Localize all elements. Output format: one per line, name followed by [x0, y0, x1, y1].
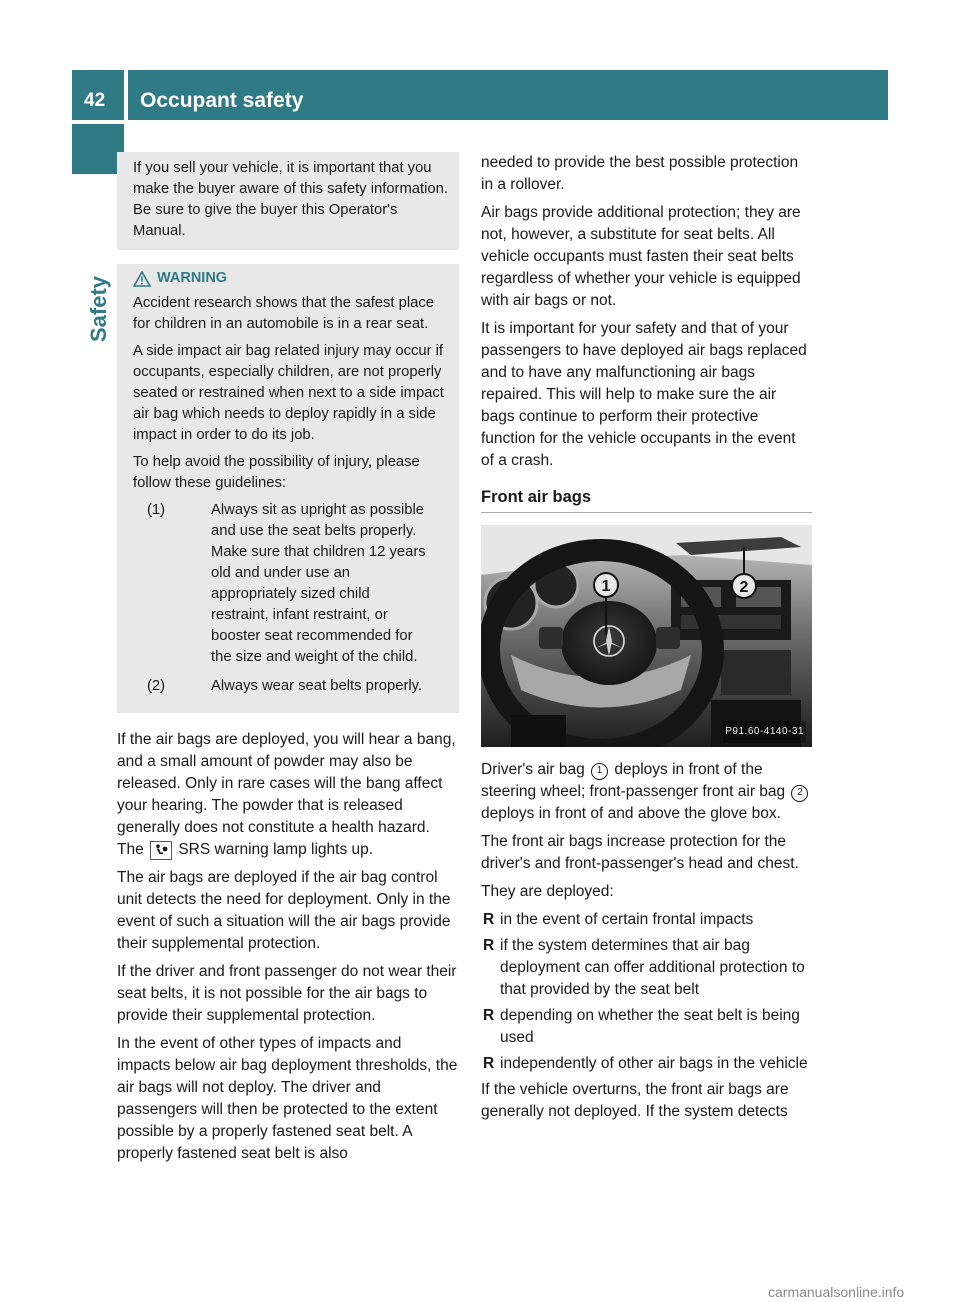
list-item: R independently of other air bags in the vehicle [483, 1055, 808, 1072]
increase-protection-paragraph: The front air bags increase protection for the driver's and front-passenger's head and chest. [481, 833, 799, 872]
guideline-item: (2) Always wear seat belts properly. [147, 678, 423, 694]
control-unit-paragraph: The air bags are deployed if the air bag control unit detects the need for deployment. Only in the event of such a situation will the air bags provide their supplemental protection. [117, 869, 451, 952]
callout-1-label: 1 [601, 578, 611, 595]
page-title: Occupant safety [128, 70, 888, 120]
deployment-paragraph: If the air bags are deployed, you will hear a bang, and a small amount of powder may also be released. Only in rare cases will the bang affect your hearing. The powder that is released generally does not constitute a health hazard. The SRS warning lamp lights up. [117, 731, 456, 858]
section-title: Front air bags [481, 486, 812, 513]
other-impacts-paragraph: In the event of other types of impacts and impacts below air bag deployment thresholds, the air bags will not deploy. The driver and passengers will then be protected to the extent possible by a properly fastened seat belt. A properly fastened seat belt is also [117, 1035, 458, 1162]
additional-protection-paragraph: Air bags provide additional protection; they are not, however, a substitute for seat belts. All vehicle occupants must fasten their seat belts regardless of whether your vehicle is equipped with air bags or not. [481, 204, 801, 309]
footer-watermark: carmanualsonline.info [768, 1284, 905, 1300]
guideline-item: (1) Always sit as upright as possible and use the seat belts properly. Make sure that children 12 years old and under use an appropriately sized child restraint, infant restraint, or booster seat recommended for the size and weight of the child. [147, 502, 426, 665]
left-column [117, 152, 459, 1171]
callout-1-marker: 1 [591, 763, 608, 780]
warning-triangle-icon [133, 271, 151, 287]
page-number: 42 [72, 70, 124, 120]
warning-p2: A side impact air bag related injury may occur if occupants, especially children, are not properly seated or restrained when next to a side impact air bag which needs to deploy rapidly in a side impact in order to do its job. [133, 343, 444, 443]
list-item: R if the system determines that air bag deployment can offer additional protection to that provided by the seat belt [483, 937, 805, 998]
no-seatbelt-paragraph: If the driver and front passenger do not wear their seat belts, it is not possible for the air bags to provide their supplemental protection. [117, 963, 457, 1024]
list-item: R depending on whether the seat belt is being used [483, 1007, 800, 1046]
page-header [72, 70, 888, 120]
callout-2-marker: 2 [791, 785, 808, 802]
image-code: P91.60-4140-31 [723, 721, 806, 743]
note-text: If you sell your vehicle, it is important that you make the buyer aware of this safety information. Be sure to give the buyer this Operator's Manual. [133, 160, 448, 239]
dashboard-airbag-image [481, 525, 812, 747]
rollover-paragraph: needed to provide the best possible protection in a rollover. [481, 154, 799, 193]
warning-p3: To help avoid the possibility of injury, please follow these guidelines: [133, 454, 420, 491]
side-tab-label: Safety [86, 275, 111, 342]
dashboard-illustration [481, 525, 812, 747]
driver-airbag-paragraph: Driver's air bag 1 deploys in front of the steering wheel; front-passenger front air bag 2 deploys in front of and above the glove box. [481, 759, 812, 825]
warning-heading: WARNING [157, 270, 228, 286]
note-box [117, 152, 459, 250]
right-column [481, 152, 812, 1129]
list-item: R in the event of certain frontal impacts [483, 911, 754, 928]
replacement-paragraph: It is important for your safety and that of your passengers to have deployed air bags replaced and to have any malfunctioning air bags repaired. This will help to make sure the air bags continue to perform their protective function for the vehicle occupants in the event of a crash. [481, 320, 807, 469]
srs-warning-lamp-icon [150, 841, 172, 860]
warning-p1: Accident research shows that the safest place for children in an automobile is in a rear seat. [133, 295, 435, 332]
warning-box [117, 264, 459, 713]
overturn-paragraph: If the vehicle overturns, the front air bags are generally not deployed. If the system detects [481, 1081, 789, 1120]
warning-header [133, 268, 451, 289]
callout-2-label: 2 [739, 579, 749, 596]
deployed-intro: They are deployed: [481, 883, 614, 900]
